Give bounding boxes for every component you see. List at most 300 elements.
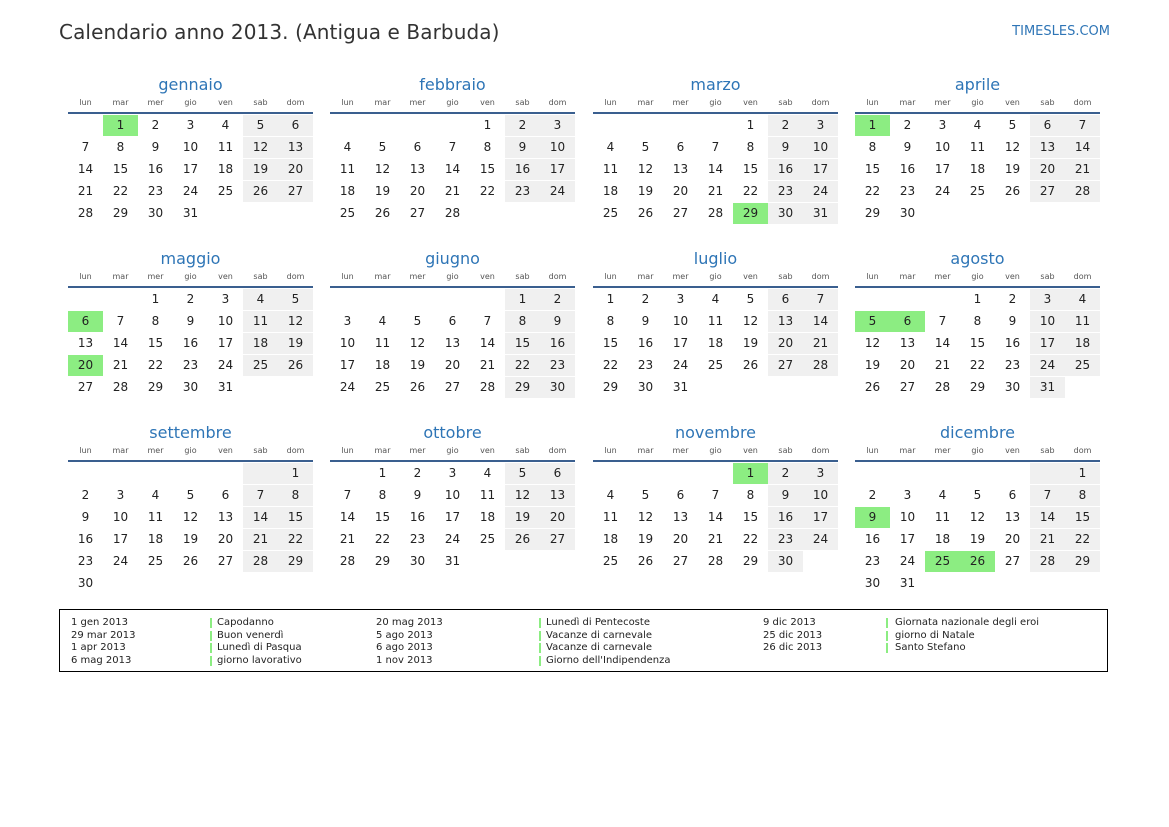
day-cell: 17 [217,336,234,350]
day-cell: 3 [186,118,195,132]
week-row [855,181,1100,203]
day-cell: 6 [448,314,457,328]
week-row [68,289,313,311]
weekday-label: sab [778,446,793,455]
day-cell: 15 [742,510,759,524]
week-row [855,529,1100,551]
day-cell: 25 [339,206,356,220]
day-cell: 1 [505,289,540,310]
day-cell: 9 [641,314,650,328]
day-cell: 6 [413,140,422,154]
day-cell: 3 [448,466,457,480]
week-row [68,551,313,573]
empty-cell [103,573,138,594]
week-row [68,573,313,595]
empty-cell [243,377,278,398]
day-cell: 26 [505,529,540,550]
day-cell: 2 [186,292,195,306]
day-cell: 28 [1065,181,1100,202]
day-cell: 28 [479,380,496,394]
day-cell: 14 [479,336,496,350]
day-cell: 14 [243,507,278,528]
weekday-label: gio [709,98,722,107]
day-cell: 25 [243,355,278,376]
weekday-label: mer [147,98,164,107]
day-cell: 18 [602,532,619,546]
day-cell: 18 [374,358,391,372]
day-cell: 25 [925,551,960,572]
day-cell: 7 [803,289,838,310]
empty-cell [698,463,733,484]
month-name: settembre [149,423,232,442]
empty-cell [540,203,575,224]
week-row [330,137,575,159]
legend-holiday-name: Lunedì di Pentecoste [546,617,650,628]
day-cell: 5 [855,311,890,332]
day-cell: 21 [707,184,724,198]
week-row [68,355,313,377]
day-cell: 7 [116,314,125,328]
day-cell: 5 [413,314,422,328]
day-cell: 7 [448,140,457,154]
legend-marker [886,631,888,641]
weekday-label: ven [218,446,233,455]
day-cell: 8 [116,140,125,154]
weekday-label: mer [672,272,689,281]
day-cell: 14 [77,162,94,176]
day-cell: 8 [278,485,313,506]
weekday-label: ven [743,272,758,281]
day-cell: 20 [768,333,803,354]
week-row [68,333,313,355]
empty-cell [138,573,173,594]
day-cell: 8 [378,488,387,502]
day-cell: 2 [768,463,803,484]
day-cell: 4 [973,118,982,132]
day-cell: 23 [182,358,199,372]
day-cell: 19 [864,358,881,372]
day-cell: 31 [217,380,234,394]
weekday-label: dom [548,98,567,107]
weekday-label: dom [286,272,305,281]
empty-cell [330,115,365,136]
weekday-label: gio [184,98,197,107]
week-row [330,289,575,311]
weekday-header [855,444,1100,458]
legend-date: 6 mag 2013 [71,654,132,666]
day-cell: 14 [707,510,724,524]
day-cell: 9 [540,311,575,332]
day-cell: 27 [1004,554,1021,568]
day-cell: 14 [1030,507,1065,528]
day-cell: 21 [479,358,496,372]
weekday-label: lun [866,98,879,107]
empty-cell [330,289,365,310]
day-cell: 4 [606,488,615,502]
week-row [855,573,1100,595]
day-cell: 31 [1030,377,1065,398]
day-cell: 21 [112,358,129,372]
day-cell: 29 [147,380,164,394]
empty-cell [593,115,628,136]
day-cell: 26 [278,355,313,376]
day-cell: 25 [969,184,986,198]
day-cell: 13 [217,510,234,524]
legend-marker [210,631,212,641]
day-cell: 13 [672,510,689,524]
month-maggio [68,248,313,399]
weekday-label: mer [147,272,164,281]
header-rule [593,460,838,462]
day-cell: 23 [637,358,654,372]
day-cell: 1 [733,463,768,484]
day-cell: 20 [672,532,689,546]
day-cell: 11 [969,140,986,154]
day-cell: 19 [374,184,391,198]
day-cell: 22 [112,184,129,198]
day-cell: 27 [672,554,689,568]
empty-cell [925,203,960,224]
day-cell: 1 [378,466,387,480]
day-cell: 17 [112,532,129,546]
weekday-label: dom [286,446,305,455]
month-agosto [855,248,1100,399]
legend-marker [886,618,888,628]
day-cell: 16 [505,159,540,180]
weekday-label: gio [446,272,459,281]
empty-cell [365,289,400,310]
legend-date: 1 gen 2013 [71,617,129,628]
day-cell: 26 [1004,184,1021,198]
weekday-label: mar [637,272,654,281]
weekday-header [68,270,313,284]
legend-date: 1 apr 2013 [71,642,126,653]
day-cell: 20 [68,355,103,376]
empty-cell [103,289,138,310]
empty-cell [663,115,698,136]
day-cell: 1 [606,292,615,306]
day-cell: 25 [602,206,619,220]
day-cell: 25 [217,184,234,198]
day-cell: 29 [278,551,313,572]
day-cell: 22 [374,532,391,546]
empty-cell [208,463,243,484]
day-cell: 10 [444,488,461,502]
day-cell: 24 [803,529,838,550]
day-cell: 13 [540,485,575,506]
day-cell: 24 [217,358,234,372]
day-cell: 15 [479,162,496,176]
header-rule [68,460,313,462]
day-cell: 21 [803,333,838,354]
weekday-label: dom [548,446,567,455]
day-cell: 9 [768,485,803,506]
legend-marker [210,656,212,666]
header-rule [68,286,313,288]
empty-cell [435,289,470,310]
day-cell: 30 [768,551,803,572]
weekday-label: mar [637,98,654,107]
day-cell: 20 [540,507,575,528]
day-cell: 11 [1065,311,1100,332]
day-cell: 7 [1065,115,1100,136]
legend-holiday-name: Vacanze di carnevale [546,642,653,653]
day-cell: 20 [672,184,689,198]
month-name: aprile [954,75,1001,94]
week-row [68,203,313,225]
empty-cell [470,551,505,572]
day-cell: 5 [973,488,982,502]
week-row [593,377,838,399]
day-cell: 19 [409,358,426,372]
day-cell: 22 [969,358,986,372]
day-cell: 13 [278,137,313,158]
day-cell: 24 [803,181,838,202]
weekday-label: dom [1073,446,1092,455]
empty-cell [960,573,995,594]
header-rule [855,286,1100,288]
week-row [68,159,313,181]
day-cell: 26 [374,206,391,220]
weekday-label: gio [971,272,984,281]
site-link[interactable]: TIMESLES.COM [1012,24,1110,39]
week-row [68,115,313,137]
day-cell: 10 [934,140,951,154]
weekday-label: ven [743,446,758,455]
day-cell: 10 [217,314,234,328]
day-cell: 30 [540,377,575,398]
day-cell: 17 [182,162,199,176]
day-cell: 5 [278,289,313,310]
weekday-label: lun [341,98,354,107]
week-row [855,507,1100,529]
empty-cell [330,463,365,484]
weekday-label: ven [1005,272,1020,281]
week-row [330,355,575,377]
day-cell: 2 [1008,292,1017,306]
day-cell: 19 [278,333,313,354]
legend-date: 26 dic 2013 [763,642,823,653]
day-cell: 15 [374,510,391,524]
day-cell: 11 [707,314,724,328]
day-cell: 11 [602,510,619,524]
week-row [330,333,575,355]
weekday-header [330,444,575,458]
weekday-label: ven [480,98,495,107]
day-cell: 4 [606,140,615,154]
day-cell: 23 [409,532,426,546]
day-cell: 8 [868,140,877,154]
day-cell: 11 [602,162,619,176]
day-cell: 9 [505,137,540,158]
day-cell: 24 [672,358,689,372]
day-cell: 20 [1030,159,1065,180]
day-cell: 18 [1065,333,1100,354]
legend-date: 6 ago 2013 [376,642,433,653]
day-cell: 30 [77,576,94,590]
week-row [593,203,838,225]
weekday-label: gio [446,446,459,455]
empty-cell [995,203,1030,224]
day-cell: 20 [444,358,461,372]
day-cell: 21 [444,184,461,198]
day-cell: 30 [409,554,426,568]
weekday-label: sab [1040,272,1055,281]
day-cell: 10 [899,510,916,524]
legend-marker [539,643,541,653]
day-cell: 1 [278,463,313,484]
day-cell: 4 [938,488,947,502]
weekday-label: gio [446,98,459,107]
empty-cell [138,463,173,484]
week-row [855,551,1100,573]
day-cell: 18 [339,184,356,198]
weekday-label: lun [79,98,92,107]
day-cell: 15 [969,336,986,350]
weekday-label: lun [604,272,617,281]
empty-cell [68,463,103,484]
day-cell: 3 [803,115,838,136]
day-cell: 3 [343,314,352,328]
day-cell: 3 [938,118,947,132]
empty-cell [960,203,995,224]
month-name: gennaio [158,75,223,94]
day-cell: 16 [182,336,199,350]
empty-cell [698,115,733,136]
day-cell: 10 [803,485,838,506]
legend-marker [210,643,212,653]
day-cell: 10 [672,314,689,328]
weekday-label: lun [866,446,879,455]
weekday-header [68,96,313,110]
day-cell: 5 [505,463,540,484]
header-rule [593,112,838,114]
day-cell: 10 [112,510,129,524]
day-cell: 8 [746,488,755,502]
day-cell: 7 [938,314,947,328]
week-row [68,137,313,159]
day-cell: 17 [803,507,838,528]
day-cell: 27 [444,380,461,394]
day-cell: 14 [707,162,724,176]
header-rule [855,460,1100,462]
day-cell: 24 [899,554,916,568]
day-cell: 4 [1065,289,1100,310]
legend-marker [539,631,541,641]
day-cell: 17 [339,358,356,372]
day-cell: 12 [243,137,278,158]
legend-marker [539,618,541,628]
legend-date: 5 ago 2013 [376,629,433,641]
empty-cell [1065,203,1100,224]
empty-cell [400,115,435,136]
day-cell: 19 [969,532,986,546]
weekday-label: mar [899,446,916,455]
weekday-label: ven [743,98,758,107]
weekday-label: sab [515,446,530,455]
day-cell: 23 [77,554,94,568]
week-row [593,529,838,551]
day-cell: 22 [742,532,759,546]
weekday-label: mar [374,272,391,281]
day-cell: 28 [1030,551,1065,572]
day-cell: 20 [1004,532,1021,546]
day-cell: 15 [112,162,129,176]
empty-cell [890,289,925,310]
day-cell: 21 [339,532,356,546]
weekday-label: gio [184,272,197,281]
day-cell: 28 [444,206,461,220]
day-cell: 4 [243,289,278,310]
month-marzo [593,74,838,225]
day-cell: 7 [81,140,90,154]
legend-marker [886,643,888,653]
day-cell: 11 [339,162,356,176]
day-cell: 16 [77,532,94,546]
weekday-header [68,444,313,458]
empty-cell [505,203,540,224]
month-giugno [330,248,575,399]
weekday-label: sab [1040,98,1055,107]
empty-cell [1030,203,1065,224]
month-aprile [855,74,1100,225]
day-cell: 31 [672,380,689,394]
day-cell: 17 [444,510,461,524]
empty-cell [435,115,470,136]
day-cell: 26 [742,358,759,372]
legend-marker [210,618,212,628]
empty-cell [803,377,838,398]
day-cell: 15 [1065,507,1100,528]
day-cell: 26 [182,554,199,568]
day-cell: 4 [378,314,387,328]
day-cell: 21 [934,358,951,372]
day-cell: 8 [606,314,615,328]
day-cell: 29 [374,554,391,568]
weekday-label: sab [778,272,793,281]
day-cell: 11 [147,510,164,524]
day-cell: 5 [641,140,650,154]
day-cell: 23 [899,184,916,198]
day-cell: 29 [1065,551,1100,572]
day-cell: 6 [1030,115,1065,136]
day-cell: 27 [278,181,313,202]
empty-cell [278,377,313,398]
week-row [593,311,838,333]
week-row [68,529,313,551]
day-cell: 22 [479,184,496,198]
day-cell: 6 [890,311,925,332]
day-cell: 5 [186,488,195,502]
day-cell: 14 [112,336,129,350]
week-row [593,159,838,181]
header-rule [330,460,575,462]
month-name: luglio [693,249,738,268]
weekday-label: gio [971,98,984,107]
day-cell: 12 [374,162,391,176]
empty-cell [803,551,838,572]
weekday-label: ven [218,98,233,107]
day-cell: 2 [505,115,540,136]
legend-marker [539,656,541,666]
day-cell: 20 [217,532,234,546]
day-cell: 28 [243,551,278,572]
day-cell: 1 [855,115,890,136]
empty-cell [173,463,208,484]
day-cell: 2 [768,115,803,136]
month-name: agosto [950,249,1005,268]
day-cell: 11 [217,140,234,154]
